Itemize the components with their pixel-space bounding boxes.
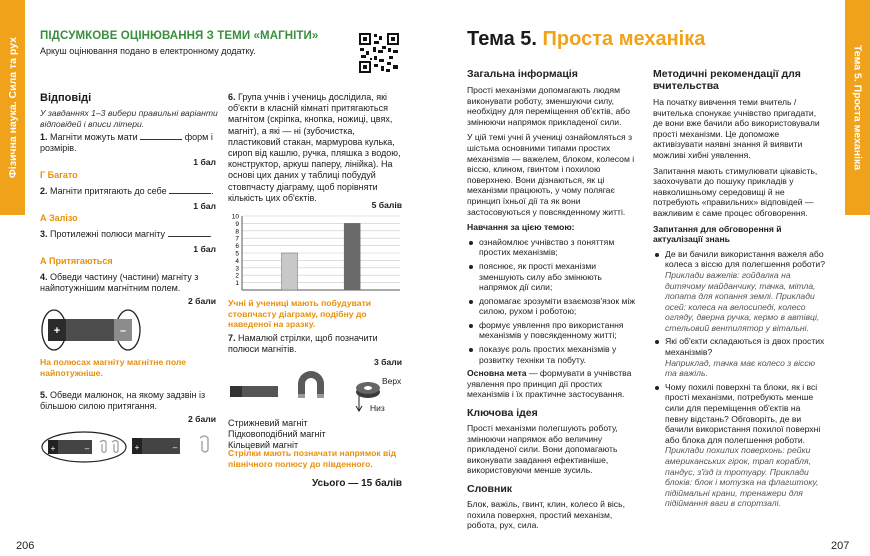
left-side-tab xyxy=(0,0,25,215)
minus-pole-label: – xyxy=(119,325,127,337)
dictionary-text: Блок, важіль, гвинт, клин, колесо й вісь, похила поверхня, простий механізм, робота, рух, сила. xyxy=(467,499,625,531)
right-side-tab xyxy=(845,0,870,215)
method-title: Методичні рекомендації для вчительства xyxy=(653,68,801,92)
svg-text:–: – xyxy=(172,443,178,452)
chart-tick-label: 6 xyxy=(235,243,239,251)
answers-column xyxy=(40,92,220,129)
discussion-question: Чому похилі поверхні та блоки, як і всі прості механізми, потребують менше сили для переміщення об'єктів на певну відстань? Обговоріть, де ви бачили використання похилої поверхні або блока для полегшення роботи. xyxy=(665,381,821,445)
main-goal-label: Основна мета xyxy=(467,368,527,379)
dictionary-title: Словник xyxy=(467,483,513,495)
q1-points: 1 бал xyxy=(193,157,216,167)
bar-chart xyxy=(228,210,404,294)
magnet-type: Стрижневий магніт xyxy=(228,418,308,428)
q5-points: 2 бали xyxy=(188,414,216,424)
question-5 xyxy=(40,390,218,412)
q7-text: Намалюй стрілки, щоб позначити полюси магнітів. xyxy=(228,333,378,355)
top-label: Верх xyxy=(382,376,402,386)
general-info-title: Загальна інформація xyxy=(467,68,578,80)
answers-title: Відповіді xyxy=(40,92,92,104)
svg-text:+: + xyxy=(50,444,56,453)
q3-number: 3. xyxy=(40,229,48,239)
key-idea-text: Прості механізми полегшують роботу, змінюючи напрямок або величину прикладеної сили. Вони допомагають виконувати завдання ефективніше, використовуючи менше зусиль. xyxy=(467,423,618,476)
chart-tick-label: 9 xyxy=(235,220,239,228)
q3-answer: А Притягаються xyxy=(40,256,113,266)
q4-number: 4. xyxy=(40,272,48,282)
chart-bar xyxy=(282,253,298,290)
plus-pole-label: + xyxy=(53,325,61,337)
chart-bar xyxy=(344,223,360,290)
q2-answer: А Залізо xyxy=(40,213,78,223)
theme-title xyxy=(467,28,705,51)
goals-title: Навчання за цією темою: xyxy=(467,222,575,233)
chart-tick-label: 3 xyxy=(235,265,239,273)
right-side-tab-label: Тема 5. Проста механіка xyxy=(851,44,864,171)
chart-bars xyxy=(282,223,361,290)
chart-tick-labels xyxy=(232,214,240,288)
chart-tick-label: 2 xyxy=(235,272,239,280)
question-2: 2. Магніти притягають до себе . xyxy=(40,186,214,196)
q2-blank[interactable] xyxy=(169,186,211,194)
q3-text: Протилежні полюси магніту xyxy=(50,229,165,239)
discussion-item xyxy=(653,336,825,378)
theme-name: Проста механіка xyxy=(542,28,706,50)
q7-number: 7. xyxy=(228,333,236,343)
q3-blank[interactable] xyxy=(168,229,210,237)
right-column-1 xyxy=(467,68,637,531)
magnets-poles-illustration[interactable] xyxy=(228,370,406,414)
main-goal-text: — формувати в учнівства уявлення про принцип дії простих механізмів і їх практичне застосування. xyxy=(467,368,632,400)
question-4 xyxy=(40,272,215,294)
q6-text: Група учнів і учениць дослідила, які об'єкти в класній кімнаті притягаються магнітом (скріпка, кнопка, ножиці, цвях, магніт), а які — ні (зубочистка, пластиковий стакан, мармурова кулька, сироп від кашлю, ручка, пляшка з водою, конструктор, аркуш паперу, лінійка). На основі цих даних у таблиці побудуй стовпчасту діаграму, щоб порівняти кількість цих об'єктів. xyxy=(228,92,401,203)
q4-text: Обведи частину (частини) магніту з найпотужнішим магнітним полем. xyxy=(40,272,199,294)
assessment-heading: ПІДСУМКОВЕ ОЦІНЮВАННЯ З ТЕМИ «МАГНІТИ» xyxy=(40,30,319,42)
chart-tick-label: 8 xyxy=(235,228,239,236)
general-info-p1: Прості механізми допомагають людям виконувати роботу, зменшуючи силу, необхідну для переміщення об'єктів, або змінюючи напрямок прикладеної сили. xyxy=(467,85,631,127)
q5-number: 5. xyxy=(40,390,48,400)
page-number-left: 206 xyxy=(16,540,35,552)
discussion-question: Які об'єкти складаються із двох простих механізмів? xyxy=(665,336,825,358)
qr-code[interactable] xyxy=(358,32,400,74)
q1-tail: форм і розмірів. xyxy=(40,132,213,154)
main-goal xyxy=(467,368,637,400)
svg-text:+: + xyxy=(134,443,140,452)
goals-list xyxy=(467,237,637,366)
discussion-example: Приклади похилих поверхонь: рейки американських гірок, трап корабля, пандус, з'їзд із тротуару. Приклади блоків: блок і мотузка на флагштоку, підіймальні крани, тренажери для підіймання ваги в спортзалі. xyxy=(665,445,819,509)
q4-answer: На полюсах магніту магнітне поле найпотужніше. xyxy=(40,357,186,378)
q4-points: 2 бали xyxy=(188,296,216,306)
q5-text: Обведи малюнок, на якому задзвін із більшою силою притягання. xyxy=(40,390,206,412)
goal-item: формує уявлення про використання механізмів у повсякденному житті; xyxy=(467,320,637,341)
chart-tick-label: 1 xyxy=(235,280,239,288)
q7-answer: Стрілки мають позначати напрямок від північного полюсу до південного. xyxy=(228,448,397,469)
magnet-type: Підковоподібний магніт xyxy=(228,429,326,440)
goal-item: пояснює, як прості механізми зменшують силу або змінюють напрямок дії сили; xyxy=(467,261,637,293)
bar-magnet-illustration[interactable] xyxy=(40,307,142,353)
q1-number: 1. xyxy=(40,132,48,142)
q7-points: 3 бали xyxy=(374,357,402,367)
q3-points: 1 бал xyxy=(193,244,216,254)
svg-text:–: – xyxy=(84,444,90,453)
q1-answer: Г Багато xyxy=(40,170,78,180)
question-6 xyxy=(228,92,404,204)
magnets-comparison-illustration[interactable] xyxy=(40,430,220,464)
discussion-question: Де ви бачили використання важеля або колеса з віссю для полегшення роботи? xyxy=(665,248,825,270)
method-p1: На початку вивчення теми вчитель / вчителька спонукає учнівство пригадати, де вони вже бачили або використовували прості механізми. Це допоможе активізувати наявні знання й виявити можливі хибні уявлення. xyxy=(653,97,820,160)
question-7 xyxy=(228,333,404,355)
assessment-subheading: Аркуш оцінювання подано в електронному додатку. xyxy=(40,46,256,56)
question-3: 3. Протилежні полюси магніту . xyxy=(40,229,213,239)
chart-tick-label: 5 xyxy=(235,250,239,258)
method-p2: Запитання мають стимулювати цікавість, заохочувати до пошуку прикладів у навколишньому середовищі й не потребують «правильних» відповідей — важливим є саме процес обговорення. xyxy=(653,165,818,218)
page-number-right: 207 xyxy=(831,540,850,552)
magnet-types-list xyxy=(228,418,404,452)
q2-points: 1 бал xyxy=(193,201,216,211)
left-side-tab-label: Фізична наука. Сила та рух xyxy=(6,36,19,179)
right-column-2 xyxy=(653,68,825,512)
general-info-p2: У цій темі учні й учениці ознайомляться з шістьма основними типами простих механізмів — важелем, блоком, колесом і віссю, клином, гвинтом і похилою поверхнею. Вони дізнаються, як ці механізми працюють, у чому полягає принцип їхньої дії та як вони застосовуються у повсякденному житті. xyxy=(467,132,635,217)
q2-number: 2. xyxy=(40,186,48,196)
magnet-type: Кільцевий магніт xyxy=(228,440,299,451)
chart-tick-label: 7 xyxy=(235,235,239,243)
discussion-item xyxy=(653,382,825,509)
q6-points: 5 балів xyxy=(371,200,402,210)
q1-text: Магніти можуть мати xyxy=(50,132,138,142)
discussion-item xyxy=(653,249,825,334)
key-idea-title: Ключова ідея xyxy=(467,407,538,420)
goal-item: показує роль простих механізмів у розвитку техніки та побуту. xyxy=(467,344,637,365)
discussion-list xyxy=(653,249,825,509)
discussion-example: Наприклад, тачка має колесо з віссю та важіль. xyxy=(665,357,816,379)
chart-tick-label: 4 xyxy=(235,257,239,265)
bottom-label: Низ xyxy=(370,403,385,413)
q6-answer: Учні й учениці мають побудувати стовпчасту діаграму, подібну до наведеної на зразку. xyxy=(228,298,372,330)
total-score: Усього — 15 балів xyxy=(311,478,402,489)
question-1 xyxy=(40,132,220,154)
answers-intro: У завданнях 1–3 вибери правильні варіанти відповідей і вписи літери. xyxy=(40,108,218,129)
chart-grid xyxy=(242,216,400,290)
q6-number: 6. xyxy=(228,92,236,102)
goal-item: ознайомлює учнівство з поняттям простих механізмів; xyxy=(467,237,637,258)
goal-item: допомагає зрозуміти взаємозв'язок між силою, рухом і роботою; xyxy=(467,296,637,317)
theme-prefix: Тема 5. xyxy=(467,28,537,50)
chart-tick-label: 10 xyxy=(231,213,239,221)
q1-blank[interactable] xyxy=(140,132,182,140)
discussion-example: Приклади важелів: гойдалка на дитячому майданчику, тачка, мітла, лопата для копання землі. Приклади осей: колеса на велосипеді, колесо огляду, дверна ручка, кермо в автівці, стельовий вентилятор у вітальні. xyxy=(665,269,820,333)
q2-text: Магніти притягають до себе xyxy=(50,186,167,196)
discussion-title: Запитання для обговорення й актуалізації знань xyxy=(653,223,782,245)
